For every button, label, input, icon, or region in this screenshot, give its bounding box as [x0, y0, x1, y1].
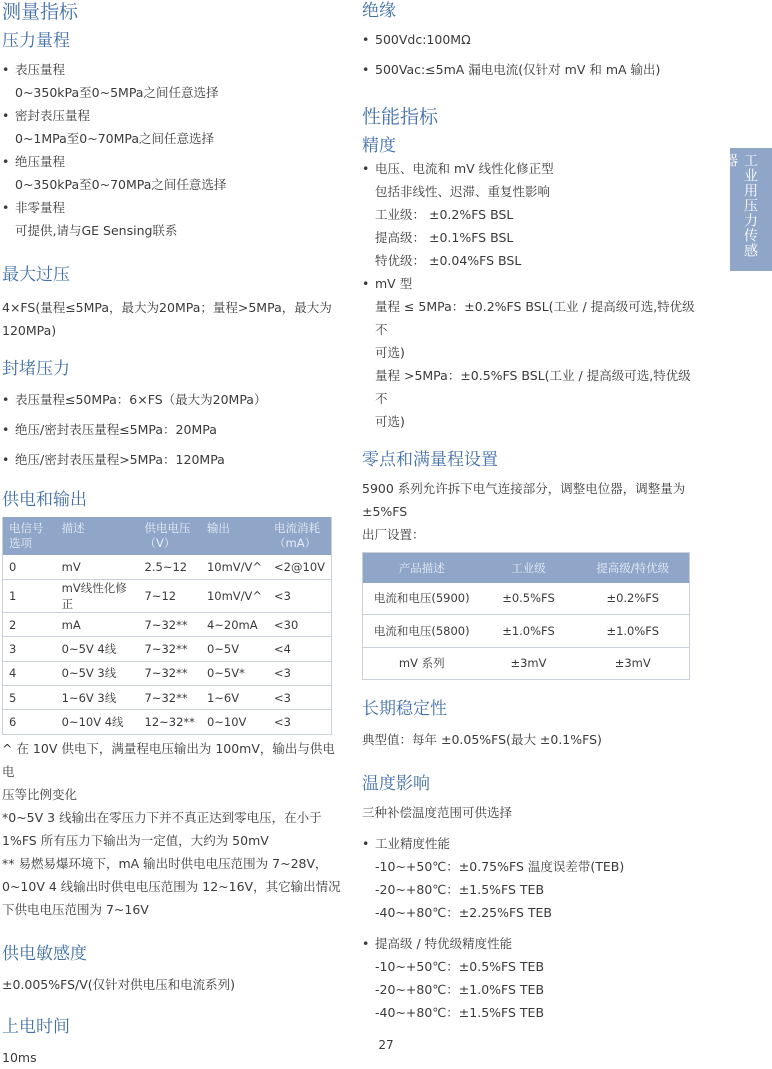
containment-list [2, 388, 342, 471]
zero-span-table [362, 552, 690, 680]
note-line: 压等比例变化 [2, 786, 78, 802]
note-line: *0~5V 3 线输出在零压力下并不真正达到零电压，在小于 [2, 809, 322, 825]
table-row: 电流和电压(5800) ±1.0%FS ±1.0%FS [363, 615, 690, 647]
section-title-measure: 测量指标 [2, 1, 79, 23]
text-line: 可选) [375, 414, 405, 429]
list-item: • 表压量程≤50MPa：6×FS（最大为20MPa） [2, 388, 342, 411]
text-line: 4×FS(量程≤5MPa，最大为20MPa；量程>5MPa，最大为 [2, 300, 332, 315]
table-row: 电流和电压(5900) ±0.5%FS ±0.2%FS [363, 583, 690, 615]
text-line: 出厂设置： [362, 527, 425, 542]
note-line: 0~10V 4 线输出时供电电压范围为 12~16V，其它输出情况 [2, 878, 341, 894]
temperature-enhanced [362, 932, 697, 1024]
temperature-title: 温度影响 [362, 774, 430, 795]
zero-span-title: 零点和满量程设置 [362, 450, 498, 470]
list-item: • mV 型 [362, 272, 697, 295]
list-item-detail: 0~350kPa至0~5MPa之间任意选择 [15, 85, 219, 100]
containment-title: 封堵压力 [2, 359, 70, 379]
table-header-row [363, 553, 690, 583]
column-header: 提高级/特优级 [577, 553, 690, 583]
note-line: 下供电电压范围为 7~16V [2, 901, 149, 917]
page-number: 27 [378, 1038, 394, 1052]
text-line: 提高级： ±0.1%FS BSL [375, 230, 514, 245]
column-header: 供电电压 （V） [139, 517, 201, 555]
side-tab-label: 工业用压力传感器 [730, 148, 772, 271]
text-line: -20~+80℃：±1.5%FS TEB [375, 882, 545, 898]
list-item-detail: 0~1MPa至0~70MPa之间任意选择 [15, 131, 215, 146]
accuracy-title: 精度 [362, 136, 396, 156]
list-item: • 密封表压量程 [2, 104, 342, 127]
long-term-text: 典型值：每年 ±0.05%FS(最大 ±0.1%FS) [362, 732, 602, 748]
text-line: ±5%FS [362, 504, 408, 519]
list-item: • 绝压/密封表压量程>5MPa：120MPa [2, 448, 342, 471]
list-item: • 提高级 / 特优级精度性能 [362, 932, 697, 955]
power-on-time-title: 上电时间 [2, 1016, 70, 1037]
pressure-range-title: 压力量程 [2, 31, 70, 51]
temperature-intro: 三种补偿温度范围可供选择 [362, 805, 513, 821]
list-item-detail: 可提供,请与GE Sensing联系 [15, 223, 178, 238]
note-line: ^ 在 10V 供电下，满量程电压输出为 100mV，输出与供电电 [2, 740, 335, 779]
text-line: 特优级： ±0.04%FS BSL [375, 253, 522, 268]
temperature-industrial [362, 832, 697, 924]
table-row: 0 mV 2.5~12 10mV/V^ <2@10V [3, 555, 332, 579]
column-header: 产品描述 [363, 553, 481, 583]
table-row: 2 mA 7~32** 4~20mA <30 [3, 612, 332, 636]
column-header: 电信号 选项 [3, 517, 56, 555]
text-line: 可选) [375, 345, 405, 360]
table-row: 1 mV线性化修正 7~12 10mV/V^ <3 [3, 579, 332, 612]
supply-sensitivity-text: ±0.005%FS/V(仅针对供电压和电流系列) [2, 976, 236, 992]
section-title-performance: 性能指标 [362, 106, 439, 128]
pressure-range-list [2, 58, 342, 242]
list-item: • 电压、电流和 mV 线性化修正型 [362, 157, 697, 180]
table-row: mV 系列 ±3mV ±3mV [363, 647, 690, 679]
column-header: 描述 [56, 517, 139, 555]
zero-span-text [362, 477, 697, 546]
text-line: -10~+50℃：±0.75%FS 温度误差带(TEB) [375, 859, 625, 875]
table-header-row [3, 517, 332, 555]
list-item: • 绝压/密封表压量程≤5MPa：20MPa [2, 418, 342, 441]
max-overpressure-text [2, 296, 342, 342]
column-header: 输出 [201, 517, 268, 555]
text-line: 量程 ≤ 5MPa：±0.2%FS BSL(工业 / 提高级可选,特优级不 [375, 299, 695, 337]
text-line: 量程 >5MPa：±0.5%FS BSL(工业 / 提高级可选,特优级不 [375, 368, 691, 406]
supply-output-title: 供电和输出 [2, 490, 87, 510]
list-item-detail: 0~350kPa至0~70MPa之间任意选择 [15, 177, 227, 192]
column-header: 工业级 [481, 553, 577, 583]
text-line: -10~+50℃：±0.5%FS TEB [375, 959, 545, 975]
supply-output-notes [2, 737, 342, 921]
insulation-title: 绝缘 [362, 1, 396, 21]
table-row: 4 0~5V 3线 7~32** 0~5V* <3 [3, 661, 332, 685]
text-line: -40~+80℃：±2.25%FS TEB [375, 905, 552, 921]
list-item: • 绝压量程 [2, 150, 342, 173]
list-item: • 500Vac:≤5mA 漏电电流(仅针对 mV 和 mA 输出) [362, 58, 697, 81]
note-line: ** 易燃易爆环境下，mA 输出时供电电压范围为 7~28V， [2, 855, 328, 871]
left-column [2, 0, 342, 1069]
insulation-list [362, 28, 697, 81]
text-line: 120MPa) [2, 323, 57, 338]
text-line: 工业级： ±0.2%FS BSL [375, 207, 514, 222]
supply-output-table [2, 517, 332, 735]
supply-sensitivity-title: 供电敏感度 [2, 943, 87, 964]
list-item: • 500Vdc:100MΩ [362, 28, 697, 51]
text-line: 5900 系列允许拆下电气连接部分，调整电位器，调整量为 [362, 481, 686, 496]
column-header: 电流消耗 （mA） [268, 517, 331, 555]
text-line: -20~+80℃：±1.0%FS TEB [375, 982, 545, 998]
max-overpressure-title: 最大过压 [2, 265, 70, 285]
accuracy-content [362, 157, 697, 433]
table-row: 6 0~10V 4线 12~32** 0~10V <3 [3, 710, 332, 734]
text-line: -40~+80℃：±1.5%FS TEB [375, 1005, 545, 1021]
power-on-time-text: 10ms [2, 1049, 37, 1065]
note-line: 1%FS 所有压力下输出为一定值，大约为 50mV [2, 832, 269, 848]
list-item: • 表压量程 [2, 58, 342, 81]
table-row: 5 1~6V 3线 7~32** 1~6V <3 [3, 686, 332, 710]
table-row: 3 0~5V 4线 7~32** 0~5V <4 [3, 637, 332, 661]
list-item: • 非零量程 [2, 196, 342, 219]
long-term-title: 长期稳定性 [362, 699, 447, 720]
right-column [362, 0, 697, 1024]
text-line: 包括非线性、迟滞、重复性影响 [375, 184, 551, 199]
list-item: • 工业精度性能 [362, 832, 697, 855]
